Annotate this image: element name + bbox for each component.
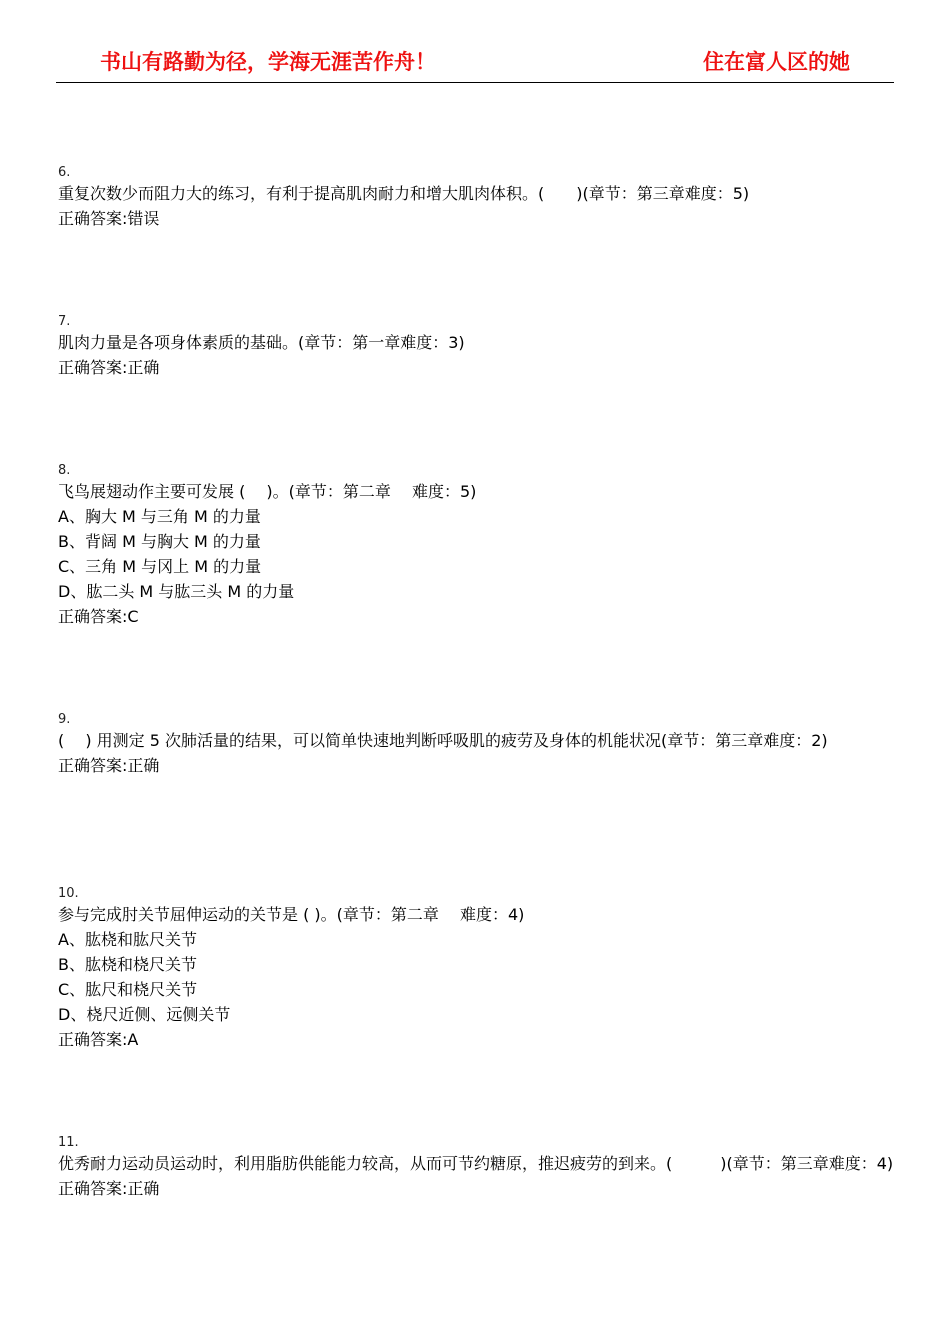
question-number: 9. bbox=[58, 712, 71, 727]
question-number: 11. bbox=[58, 1135, 79, 1150]
question-answer: 正确答案:错误 bbox=[58, 209, 160, 228]
option-a: A、胸大 M 与三角 M 的力量 bbox=[58, 507, 261, 526]
question-6 bbox=[58, 164, 903, 231]
question-text: 肌肉力量是各项身体素质的基础。(章节：第一章难度：3) bbox=[58, 333, 465, 352]
header-author: 住在富人区的她 bbox=[703, 49, 850, 74]
question-number: 7. bbox=[58, 314, 71, 329]
question-answer: 正确答案:C bbox=[58, 607, 139, 626]
question-9 bbox=[58, 711, 903, 778]
option-d: D、肱二头 M 与肱三头 M 的力量 bbox=[58, 582, 295, 601]
option-d: D、桡尺近侧、远侧关节 bbox=[58, 1005, 231, 1024]
question-answer: 正确答案:正确 bbox=[58, 1179, 160, 1198]
question-text: 优秀耐力运动员运动时，利用脂肪供能能力较高，从而可节约糖原，推迟疲劳的到来。( )(章节：第三章难度：4) bbox=[58, 1154, 894, 1173]
question-7 bbox=[58, 313, 903, 380]
question-10 bbox=[58, 885, 903, 1052]
option-b: B、背阔 M 与胸大 M 的力量 bbox=[58, 532, 261, 551]
option-a: A、肱桡和肱尺关节 bbox=[58, 930, 197, 949]
page-header bbox=[56, 48, 894, 83]
question-8 bbox=[58, 462, 903, 629]
question-text: 飞鸟展翅动作主要可发展 ( )。(章节：第二章 难度：5) bbox=[58, 482, 477, 501]
option-c: C、三角 M 与冈上 M 的力量 bbox=[58, 557, 262, 576]
question-text: 参与完成肘关节屈伸运动的关节是 ( )。(章节：第二章 难度：4) bbox=[58, 905, 525, 924]
option-b: B、肱桡和桡尺关节 bbox=[58, 955, 197, 974]
question-text: ( ) 用测定 5 次肺活量的结果，可以简单快速地判断呼吸肌的疲劳及身体的机能状况(章节：第三章难度：2) bbox=[58, 731, 828, 750]
question-text: 重复次数少而阻力大的练习，有利于提高肌肉耐力和增大肌肉体积。( )(章节：第三章难度：5) bbox=[58, 184, 750, 203]
question-answer: 正确答案:正确 bbox=[58, 358, 160, 377]
header-motto: 书山有路勤为径，学海无涯苦作舟！ bbox=[100, 49, 436, 74]
question-answer: 正确答案:A bbox=[58, 1030, 139, 1049]
question-number: 10. bbox=[58, 886, 79, 901]
option-c: C、肱尺和桡尺关节 bbox=[58, 980, 198, 999]
question-number: 6. bbox=[58, 165, 71, 180]
question-answer: 正确答案:正确 bbox=[58, 756, 160, 775]
question-number: 8. bbox=[58, 463, 71, 478]
question-11 bbox=[58, 1134, 903, 1201]
